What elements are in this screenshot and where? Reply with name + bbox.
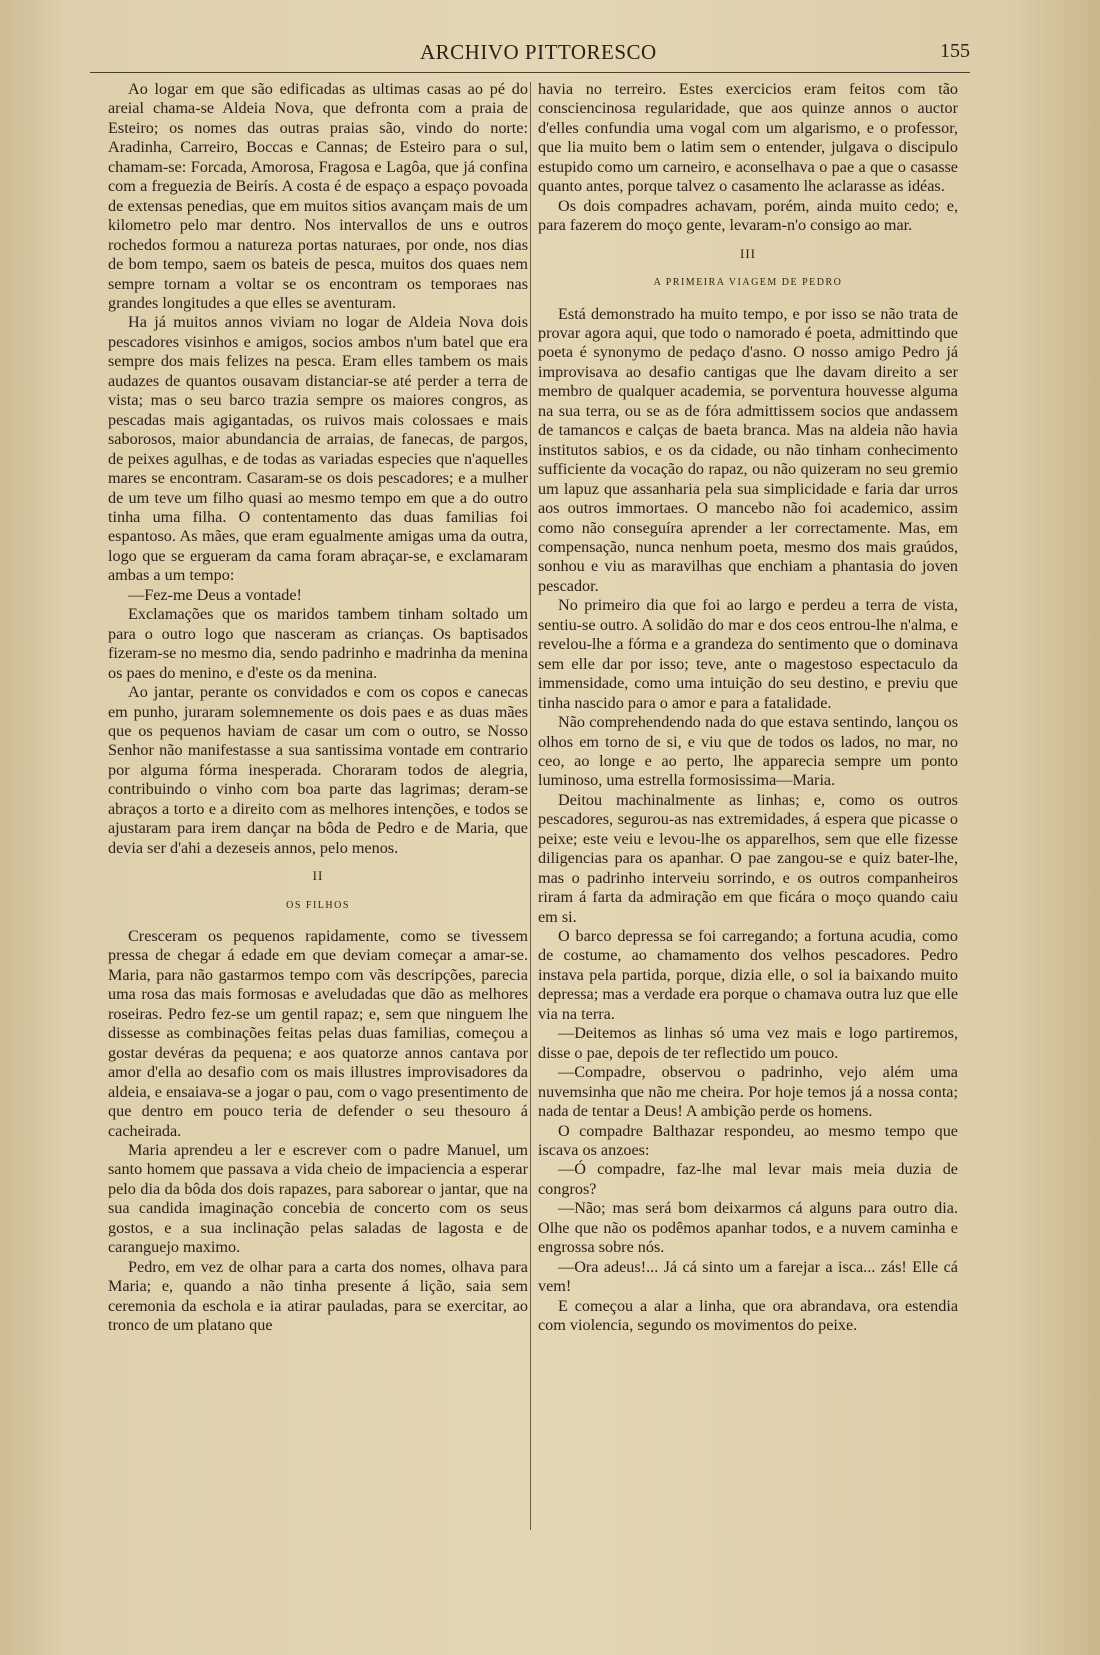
paragraph: Está demonstrado ha muito tempo, e por isso se não trata de provar agora aqui, que todo o namorado é poeta, admittindo que poeta é synonymo de pedaço d'asno. O nosso amigo Pedro já improvisava ao desafio cantigas que lhe davam direito a ser membro de qualquer academia, se porventura houvesse alguma na sua terra, ou se as de fóra admittissem socios que andassem de tamancos e calças de baeta branca. Mas na aldeia não havia institutos sabios, e os da cidade, ou não tinham conhecimento sufficiente da vocação do rapaz, ou não quizeram no seu gremio um lapuz que assanharia pela sua simplicidade e faria dar urros aos outros immortaes. O mancebo não foi academico, assim como não conseguíra aprender a ler correctamente. Mas, em compensação, nunca nenhum poeta, mesmo dos mais graúdos, sonhou e viu as maravilhas que enchiam a phantasia do joven pescador. [538,304,958,595]
paragraph: Ao logar em que são edificadas as ultimas casas ao pé do areial chama-se Aldeia Nova, que defronta com a praia de Esteiro; os nomes das outras praias são, vindo do norte: Aradinha, Carreiro, Boccas e Cannas; de Esteiro para o sul, chamam-se: Forcada, Amorosa, Fragosa e Lagôa, que já confina com a freguezia de Beirís. A costa é de espaço a espaço povoada de extensas penedias, que em muitos sitios avançam mais de um kilometro pelo mar dentro. Nos intervallos de uns e outros rochedos formou a natureza portas naturaes, por onde, nos dias de bom tempo, saem os bateis de pesca, muitos dos quaes nem sempre tornam a voltar se os encontram os temporaes nas grandes longitudes a que elles se aventuram. [108,80,528,312]
right-column [538,80,958,1336]
header-rule [90,72,970,73]
paragraph: Pedro, em vez de olhar para a carta dos nomes, olhava para Maria; e, quando a não tinha presente á lição, saia sem ceremonia da eschola e ia atirar pauladas, para se exercitar, ao tronco de um platano que [108,1257,528,1335]
paragraph: No primeiro dia que foi ao largo e perdeu a terra de vista, sentiu-se outro. A solidão do mar e dos ceos entrou-lhe n'alma, e revelou-lhe a fórma e a grandeza do sentimento que o dominava sem elle dar por isso; teve, ante o magestoso espectaculo da immensidade, como uma intuição do seu destino, e previu que tinha nascido para o amor e para a fatalidade. [538,596,958,712]
page-header [90,34,970,68]
dialogue-line: —Não; mas será bom deixarmos cá alguns para outro dia. Olhe que não os podêmos apanhar todos, e a nuvem caminha e engrossa sobre nós. [538,1199,958,1257]
dialogue-line: —Compadre, observou o padrinho, vejo além uma nuvemsinha que não me cheira. Por hoje temos já a nossa conta; nada de tentar a Deus! A ambição perde os homens. [538,1063,958,1121]
section-number: II [312,868,324,884]
paragraph: Exclamações que os maridos tambem tinham soltado um para o outro logo que nasceram as crianças. Os baptisados fizeram-se no mesmo dia, sendo padrinho e madrinha da menina os paes do menino, e d'este os da menina. [108,605,528,682]
paragraph: Ao jantar, perante os convidados e com os copos e canecas em punho, juraram solemnemente os dois paes e as duas mães que os pequenos haviam de casar um com o outro, se Nosso Senhor não manifestasse a sua santissima vontade em contrario por alguma fórma inesperada. Choraram todos de alegria, contribuindo o vinho com boa parte das lagrimas; deram-se abraços a torto e a direito com as melhores intenções, e todos se ajustaram para irem dançar na bôda de Pedro e de Maria, que devia ser d'ahi a dezeseis annos, pelo menos. [108,683,528,857]
publication-title: ARCHIVO PITTORESCO [420,40,657,64]
paragraph: O barco depressa se foi carregando; a fortuna acudia, como de costume, ao chamamento dos velhos pescadores. Pedro instava pela partida, porque, dizia elle, o sol ia baixando muito depressa; mas a verdade era porque o chamava outra luz que elle via na terra. [538,927,958,1023]
paragraph: Ha já muitos annos viviam no logar de Aldeia Nova dois pescadores visinhos e amigos, socios ambos n'um batel que era sempre dos mais felizes na pesca. Eram elles tambem os mais audazes de quantos ousavam distanciar-se até perder a terra de vista; mas o seu barco trazia sempre os maiores congros, as pescadas mais agigantadas, os ruivos mais colossaes e mais saborosos, maior abundancia de arraias, de fanecas, de pargos, de peixes agulhas, e de todas as variadas especies que n'aquelles mares se encontram. Casaram-se os dois pescadores; e a mulher de um teve um filho quasi ao mesmo tempo em que a do outro tinha uma filha. O contentamento das duas familias foi espantoso. As mães, que eram egualmente amigas uma da outra, logo que se ergueram da cama foram abraçar-se, e exclamaram ambas a um tempo: [108,313,528,585]
section-number: III [740,245,756,261]
section-title: OS FILHOS [286,899,350,911]
left-column [108,80,528,1336]
paragraph: Não comprehendendo nada do que estava sentindo, lançou os olhos em torno de si, e viu que de todos os lados, no mar, no ceo, ao longe e ao perto, lhe apparecia sempre um ponto luminoso, uma estrella formosissima—Maria. [538,713,958,790]
paragraph: Maria aprendeu a ler e escrever com o padre Manuel, um santo homem que passava a vida cheio de impaciencia a esperar pelo dia da bôda dos dois rapazes, para saborear o jantar, que na sua candida imaginação concebia de concerto com os seus gostos, e a sua inclinação pelas saladas de lagosta e de caranguejo maximo. [108,1141,528,1257]
column-divider [530,82,531,1530]
dialogue-line: —Ó compadre, faz-lhe mal levar mais meia duzia de congros? [538,1160,958,1198]
dialogue-line: —Fez-me Deus a vontade! [128,585,302,604]
paragraph: O compadre Balthazar respondeu, ao mesmo tempo que iscava os anzoes: [538,1121,958,1160]
page-number: 155 [940,40,970,62]
paragraph: Os dois compadres achavam, porém, ainda muito cedo; e, para fazerem do moço gente, levaram-n'o consigo ao mar. [538,196,958,235]
section-title: A PRIMEIRA VIAGEM DE PEDRO [653,277,843,289]
paragraph: Deitou machinalmente as linhas; e, como os outros pescadores, segurou-as nas extremidades, á espera que picasse o peixe; este veiu e levou-lhe os apparelhos, sem que elle fizesse diligencias para os apanhar. O pae zangou-se e quiz bater-lhe, mas o padrinho interveiu sorrindo, e os outros companheiros riram á farta da admiração em que ficára o moço quando caiu em si. [538,790,958,926]
paragraph: havia no terreiro. Estes exercicios eram feitos com tão consciencinosa regularidade, que aos quinze annos o auctor d'elles confundia uma vogal com um algarismo, e o professor, que lia muito bem o latim sem o entender, julgava o discipulo estupido como um carneiro, e aconselhava o pae a que o casasse quanto antes, porque talvez o casamento lhe aclarasse as idéas. [538,80,958,196]
dialogue-line: —Deitemos as linhas só uma vez mais e logo partiremos, disse o pae, depois de ter reflectido um pouco. [538,1024,958,1062]
dialogue-line: —Ora adeus!... Já cá sinto um a farejar a isca... zás! Elle cá vem! [538,1257,958,1296]
paragraph: Cresceram os pequenos rapidamente, como se tivessem pressa de chegar á edade em que deviam começar a amar-se. Maria, para não gastarmos tempo com vãs descripções, parecia uma rosa das mais formosas e aveludadas que dão as melhores roseiras. Pedro fez-se um gentil rapaz; e, sem que ninguem lhe dissesse as combinações feitas pelas duas familias, começou a gostar devéras da pequena; e aos quatorze annos cantava por amor d'ella ao desafio com os mais illustres improvisadores da aldeia, e ensaiava-se a jogar o pau, com o vago presentimento de que dentro em pouco teria de defender o seu thesouro á cacheirada. [108,927,528,1140]
paragraph: E começou a alar a linha, que ora abrandava, ora estendia com violencia, segundo os movimentos do peixe. [538,1296,958,1335]
